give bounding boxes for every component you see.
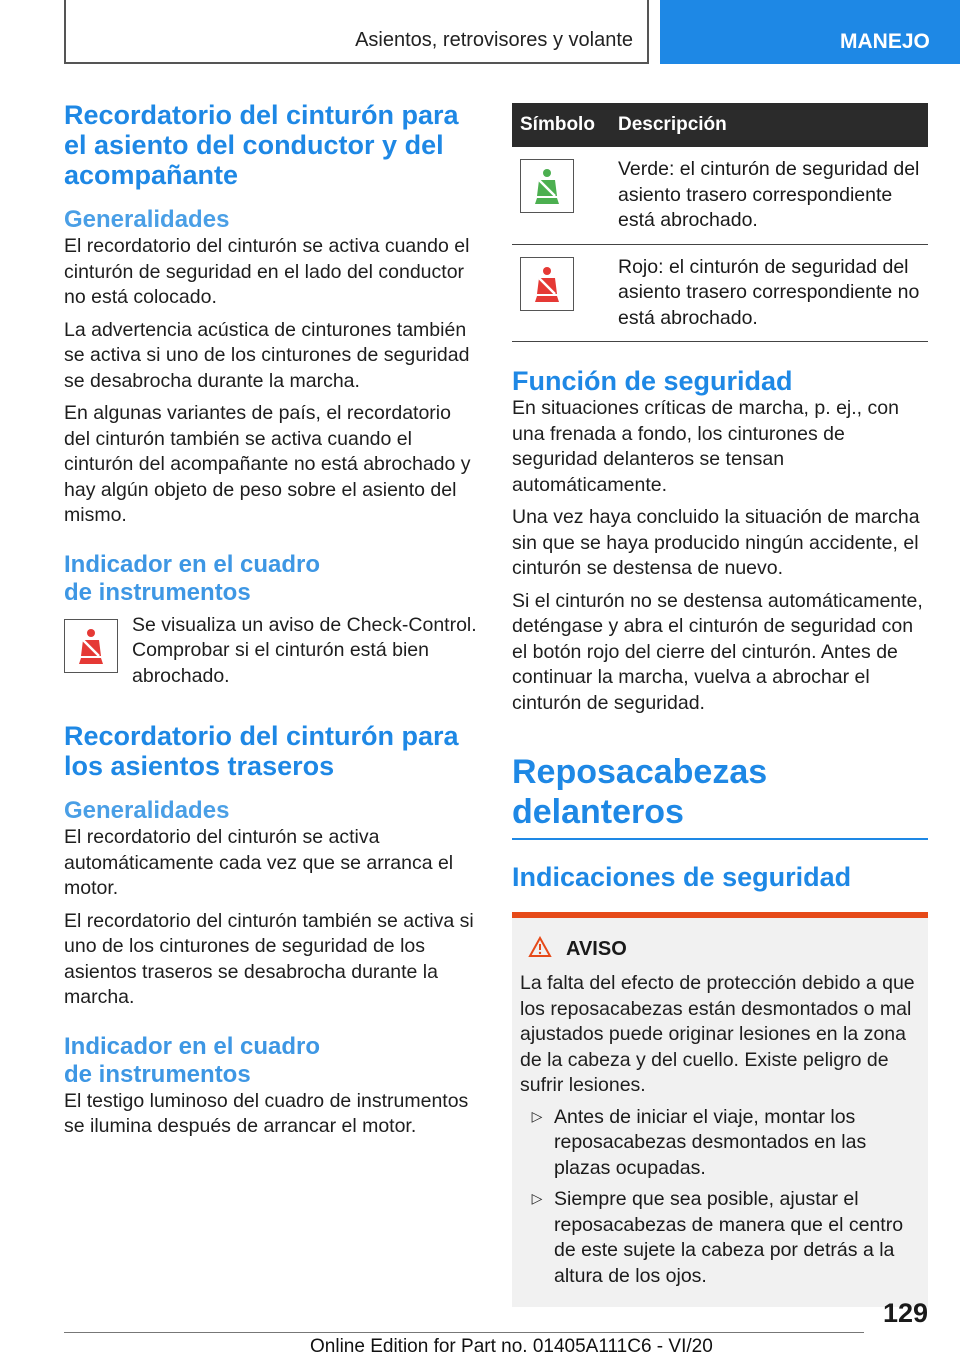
list-item: ▷ Siempre que sea posible, ajustar el reposacabezas de manera que el centro de este sujete la cabeza por detrás a la altura de los ojos. xyxy=(520,1187,920,1289)
paragraph: En situaciones críticas de marcha, p. ej., con una frenada a fondo, los cinturones de seguridad delanteros se tensan automáticamente. xyxy=(512,397,899,496)
table-header-description: Descripción xyxy=(610,103,928,147)
warning-triangle-icon xyxy=(528,936,552,963)
triangle-bullet-icon: ▷ xyxy=(531,1190,543,1206)
paragraph: El recordatorio del cinturón también se activa si uno de los cinturones de seguridad de los asientos traseros se desabrocha durante la marcha. xyxy=(64,909,474,1008)
warning-header xyxy=(528,936,920,963)
subsection-general-1: Generalidades xyxy=(64,206,230,233)
table-cell-description: Rojo: el cinturón de seguridad del asiento trasero correspondiente no está abrochado. xyxy=(610,244,928,342)
left-column xyxy=(64,100,478,1140)
page-number: 129 xyxy=(882,1298,928,1328)
header-title-box xyxy=(64,0,649,64)
table-row xyxy=(512,244,928,342)
section-title-safety-function: Función de seguridad xyxy=(512,366,793,396)
footer-divider xyxy=(64,1332,864,1333)
table-cell-description: Verde: el cinturón de seguridad del asiento trasero correspondiente está abrochado. xyxy=(610,147,928,244)
indicator-text: Se visualiza un aviso de Check-Control. Comprobar si el cinturón está bien abrochado. xyxy=(132,613,477,687)
warning-box xyxy=(512,912,928,1307)
right-column xyxy=(512,103,928,1307)
subsection-indicator-1: Indicador en el cuadro de instrumentos xyxy=(64,550,321,606)
paragraph: La advertencia acústica de cinturones también se activa si uno de los cinturones de seguridad se desabrocha durante la marcha. xyxy=(64,318,470,392)
paragraph: El testigo luminoso del cuadro de instrumentos se ilumina después de arrancar el motor. xyxy=(64,1089,469,1137)
seatbelt-green-icon xyxy=(520,159,574,213)
warning-text: La falta del efecto de protección debido a que los reposacabezas están desmontados o mal ajustados puede originar lesiones en la zona de la cabeza y del cuello. Existe peligro de sufrir lesiones. xyxy=(520,972,915,1096)
chapter-tab-label: MANEJO xyxy=(840,30,930,53)
seatbelt-red-icon xyxy=(520,257,574,311)
header-title: Asientos, retrovisores y volante xyxy=(355,29,633,51)
table-row xyxy=(512,147,928,244)
triangle-bullet-icon: ▷ xyxy=(531,1107,543,1124)
section-title-rear-seatbelt: Recordatorio del cinturón para los asientos traseros xyxy=(64,721,459,781)
table-header-symbol: Símbolo xyxy=(512,103,610,147)
warning-label: AVISO xyxy=(566,938,627,960)
paragraph: Si el cinturón no se destensa automáticamente, deténgase y abra el cinturón de seguridad con el botón rojo del cierre del cinturón. Antes de continuar la marcha, vuelva a abrochar el cinturón de seguridad. xyxy=(512,589,923,714)
warning-list xyxy=(520,1105,920,1290)
seatbelt-warning-icon xyxy=(64,619,118,673)
section-title-front-seatbelt: Recordatorio del cinturón para el asiento del conductor y del acompañante xyxy=(64,100,459,190)
list-item: ▷ Antes de iniciar el viaje, montar los reposacabezas desmontados en las plazas ocupadas. xyxy=(520,1105,920,1182)
paragraph: En algunas variantes de país, el recordatorio del cinturón también se activa cuando el cinturón del acompañante no está abrochado y hay algún objeto de peso sobre el asiento del mismo. xyxy=(64,402,471,526)
indicator-row xyxy=(64,613,478,690)
subsection-general-2: Generalidades xyxy=(64,797,230,824)
footer-edition: Online Edition for Part no. 01405A111C6 - VI/20 xyxy=(310,1336,713,1357)
paragraph: Una vez haya concluido la situación de marcha sin que se haya producido ningún accidente, el cinturón se destensa de nuevo. xyxy=(512,506,920,579)
chapter-tab xyxy=(660,0,960,64)
subsection-indicator-2: Indicador en el cuadro de instrumentos xyxy=(64,1032,321,1088)
symbol-table xyxy=(512,103,928,342)
paragraph: El recordatorio del cinturón se activa automáticamente cada vez que se arranca el motor. xyxy=(64,826,454,899)
paragraph: El recordatorio del cinturón se activa cuando el cinturón de seguridad en el lado del conductor no está colocado. xyxy=(64,235,470,308)
section-title-safety-notes: Indicaciones de seguridad xyxy=(512,862,852,892)
chapter-title-headrests: Reposacabezas delanteros xyxy=(512,752,928,840)
